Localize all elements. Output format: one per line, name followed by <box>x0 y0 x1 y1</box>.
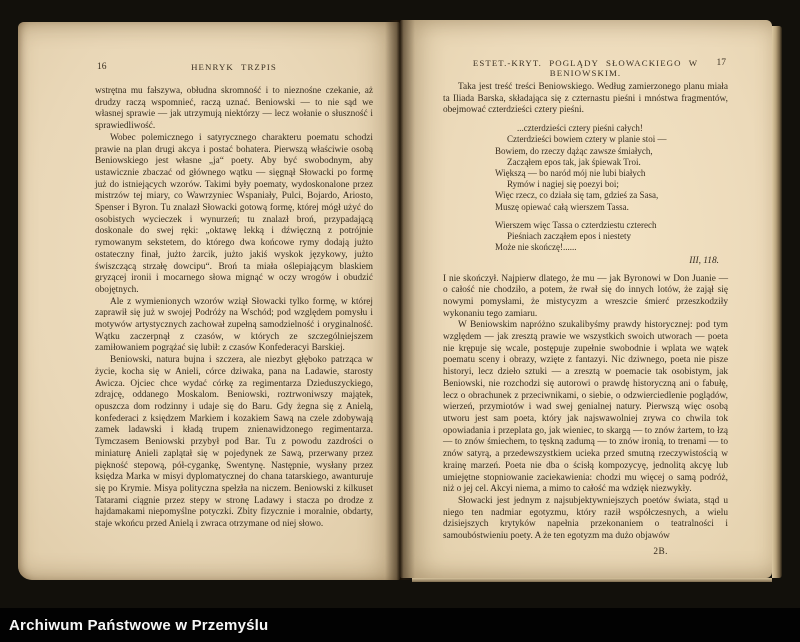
paragraph: Taka jest treść treści Beniowskiego. Według zamierzonego planu miała ta Iliada Barska, składająca się z czternastu pieśni i mnóstwa fragmentów, obejmować czterdzieści cztery pieśni. <box>443 82 728 116</box>
verse-line: Rymów i nagiej się poezyi boi; <box>507 179 619 190</box>
verse-line: Więc rzecz, co działa się tam, gdzieś za Sasa, <box>495 190 659 201</box>
left-page <box>18 22 400 580</box>
right-page-column <box>443 58 728 558</box>
verse-citation: III, 118. <box>689 256 719 267</box>
right-page-number: 17 <box>716 58 726 68</box>
verse-line: Zacząłem epos tak, jak śpiewak Troi. <box>507 156 641 167</box>
verse-line: Wierszem więc Tassa o czterdziestu czterech <box>495 219 657 230</box>
verse-quote <box>495 123 723 267</box>
left-page-column <box>95 62 373 531</box>
verse-line: Czterdzieści bowiem cztery w planie stoi — <box>507 134 667 145</box>
paragraph: Beniowski, natura bujna i szczera, ale niezbyt głęboko patrząca w życie, kocha się w Anieli, córce dziwaka, pana na Ladawie, starosty Awicza. Ojciec chce wydać córkę za regimentarza Dzieduszyckiego, zdrajcę, oddanego Moskalom. Beniowski, roztrwoniwszy majątek, opuszcza dom rodzinny i udaje się do Baru. Gdy żegna się z Anielą, konfederaci z księdzem Markiem i kozakiem Sawą na czele zdobywają zamek ladawski i kładą trupem znienawidzonego regimentarza. Tymczasem Beniowski przybył pod Bar. Tu z powodu zazdrości o miniaturę Anieli zaplątał się w pojedynek ze Sawą, przerwany przez piękność stepową, pół-cygankę, Swentynę. Następnie, wysłany przez księdza Marka w misyi dyplomatycznej do chana tatarskiego, awanturuje się po Krymie. Misya polityczna spełzła na niczem. Beniowski z kilkuset Tatarami ciągnie przez stepy w stronę Ladawy i stacza po drodze z hajdamakami niepomyślne potyczki. Zbity fizycznie i moralnie, obdarty, staje wkońcu przed Anielą i zwraca otrzymane od niej słowo. <box>95 355 373 530</box>
right-page <box>400 20 772 578</box>
paragraph: Ale z wymienionych wzorów wziął Słowacki tylko formę, w której zaprawił się już w swojej Podróży na Wschód; pod względem pomysłu i motywów artystycznych zachował zupełną samodzielność i oryginalność. Wątku zaczerpnął z czasów, w których ze szczególniejszem zamiłowaniem pogrążać się lubił: z czasów Konfederacyi Barskiej. <box>95 296 373 354</box>
watermark-bar <box>0 608 800 642</box>
verse-line: ...czterdzieści cztery pieśni całych! <box>517 123 643 134</box>
paragraph: Słowacki jest jednym z najsubjektywniejszych poetów świata, stąd u niego ten nadmiar egotyzmu, który raził współczesnych, a wielu dzisiejszych krytyków napełnia przekonaniem o teatralności i samoubóstwieniu poety. A że ten egotyzm ma dużo objawów <box>443 495 728 542</box>
paragraph: wstrętna mu fałszywa, obłudna skromność i to nieznośne czekanie, aż drudzy raczą wspomnieć, raczą uznać. Beniowski — to nie sąd we własnej sprawie — jak utrzymują niektórzy — lecz wołanie o słuszność i sprawiedliwość. <box>95 86 373 132</box>
page-stack-edge-bottom <box>412 578 772 582</box>
left-running-header: HENRYK TRZPIS <box>191 62 277 72</box>
left-page-text <box>95 86 373 531</box>
paragraph: Wobec polemicznego i satyrycznego charakteru poematu schodzi prawie na plan drugi akcya i postać bohatera. Pierwszą właściwie osobą Beniowskiego jest własne „ja“ poety. Aby być swobodnym, aby ustawicznie zbaczać od głównego wątku — sięgnął Słowacki po formę już do istniejących wzorów. Takimi były poematy, wydoskonalone przez mistrzów tej miary, co Wawrzyniec Wspaniały, Pulci, Bojardo, Ariosto, Spenser i Byron. Tu znalazł Słowacki gotową formę, której mógł użyć do osobistych wycieczek i wynurzeń; tu znalazł broń, przypadającą doskonale do swej ręki: „oktawę lekką i dźwięczną z potrójnie rymowanym sekstetem, do którego dwa końcowe rymy dodają jużto ostateczny finał, jużto żarcik, jużto jakiś wyskok językowy, jużto świszczącą strzałę dowcipu“. Broń ta miała oślepiającym blaskiem gryzącej ironii i mocarnego słowa mignąć w oczy wrogów i obudzić obojętnych. <box>95 132 373 295</box>
verse-line: Bowiem, do rzeczy dążąc zawsze śmiałych, <box>495 145 653 156</box>
verse-line: Większą — bo naród mój nie lubi białych <box>495 167 646 178</box>
left-page-header <box>95 62 373 84</box>
signature-mark: 2B. <box>653 546 668 557</box>
left-page-number: 16 <box>97 62 107 72</box>
verse-line: Pieśniach zacząłem epos i niestety <box>507 230 631 241</box>
right-running-header: ESTET.-KRYT. POGLĄDY SŁOWACKIEGO W BENIOWSKIM. <box>472 58 699 78</box>
verse-stanza-2 <box>495 220 723 254</box>
watermark-label: Archiwum Państwowe w Przemyślu <box>9 616 269 634</box>
page-stack-edge-right <box>772 26 782 578</box>
verse-line: Muszę opiewać całą wierszem Tassa. <box>495 201 629 212</box>
right-page-header <box>443 58 728 80</box>
verse-line: Może nie skończę!...... <box>495 242 577 253</box>
paragraph: I nie skończył. Najpierw dlatego, że mu — jak Byronowi w Don Juanie — o całość nie chodziło, a potem, że rwał się do innych lotów, że zajął się nowymi pomysłami, że mistycyzm a wreszcie śmierć przeszkodziły wykonaniu tego zamiaru. <box>443 273 728 319</box>
paragraph: W Beniowskim napróżno szukalibyśmy prawdy historycznej: pod tym względem — jak zresztą prawie we wszystkich swoich utworach — poeta nie krępuje się wcale, postępuje zupełnie swobodnie i wplata we wątek poematu sceny i obrazy, wzięte z fantazyi. Nic dziwnego, poeta nie pisze historyi, lecz dzieło sztuki — a zresztą w poemacie tak osobistym, jak Beniowski, nie rozchodzi się autorowi o prawdę historyczną ani o fabułę, lecz o obrachunek z przeciwnikami, o siebie, o odzwierciedlenie poglądów, wierzeń, przymiotów i wad swej genialnej natury. Pierwszą więc osobą utworu jest sam poeta, który jak najswawolniej zrywa co chwila tok opowiadania i przeplata go, jak wieniec, to skargą — to znów żartem, to łzą — to znów śmiechem, to tęskną zadumą — to znów ironią, to trenami — to znów satyrą, a przedewszystkiem ucieka przed smutną rzeczywistością w krainę marzeń. Poeta nie dba o ścisłą kompozycyę, jednolitą akcyę lub umiejętne stopniowanie zaciekawienia: chodzi mu więcej o samą podróż, niż o jej cel. Akcyi niema, a mimo to całość ma wdzięk niezwykły. <box>443 320 728 495</box>
right-page-text <box>443 82 728 558</box>
